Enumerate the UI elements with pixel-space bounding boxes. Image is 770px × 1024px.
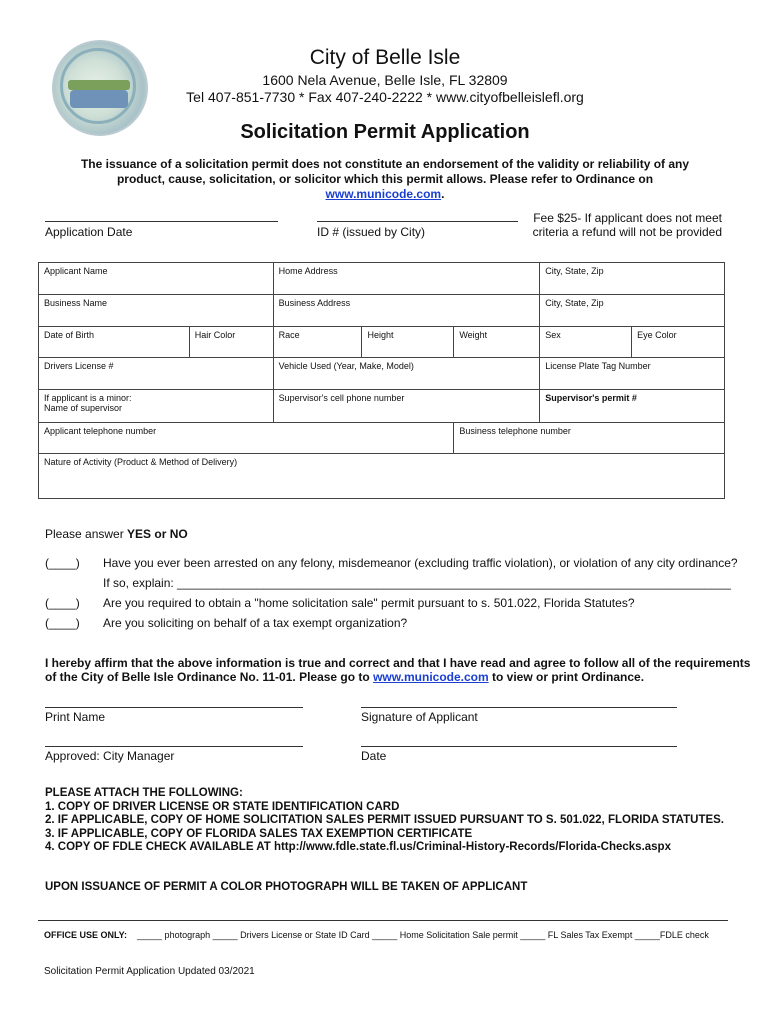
date-label: Date xyxy=(361,749,387,763)
q3-text: Are you soliciting on behalf of a tax exempt organization? xyxy=(103,616,408,630)
supervisor-phone-field[interactable]: Supervisor's cell phone number xyxy=(273,390,540,423)
city-contact: Tel 407-851-7730 * Fax 407-240-2222 * www.cityofbelleislefl.org xyxy=(186,89,584,105)
drivers-license-field[interactable]: Drivers License # xyxy=(39,358,274,390)
q1-answer-blank[interactable]: (____) xyxy=(45,556,80,570)
signature-label: Signature of Applicant xyxy=(361,710,478,724)
sex-field[interactable]: Sex xyxy=(540,327,632,358)
office-use-divider xyxy=(38,920,728,921)
intro-text: The issuance of a solicitation permit does not constitute an endorsement of the validity or reliability of any product, cause, solicitation, or solicitor which this permit allows. Please refer to Ordinance on www.municode.com. xyxy=(80,157,690,201)
affirmation-line1: I hereby affirm that the above information is true and correct and that I have read and agree to follow all of the requirements xyxy=(45,656,751,670)
attachment-item: 1. COPY OF DRIVER LICENSE OR STATE IDENTIFICATION CARD xyxy=(45,800,400,813)
city-address: 1600 Nela Avenue, Belle Isle, FL 32809 xyxy=(262,72,508,88)
race-field[interactable]: Race xyxy=(273,327,362,358)
attachments-list xyxy=(45,787,724,855)
print-name-line[interactable] xyxy=(45,707,303,708)
applicant-name-field[interactable]: Applicant Name xyxy=(39,263,274,295)
applicant-phone-field[interactable]: Applicant telephone number xyxy=(39,423,454,454)
approved-label: Approved: City Manager xyxy=(45,749,175,763)
q1-explain-field[interactable]: If so, explain: ___________________________________________________________________________________ xyxy=(103,576,731,590)
dob-field[interactable]: Date of Birth xyxy=(39,327,190,358)
attachment-item: 3. IF APPLICABLE, COPY OF FLORIDA SALES TAX EXEMPTION CERTIFICATE xyxy=(45,827,473,840)
fee-note-2: criteria a refund will not be provided xyxy=(532,225,722,239)
supervisor-permit-field[interactable]: Supervisor's permit # xyxy=(540,390,725,423)
print-name-label: Print Name xyxy=(45,710,106,724)
photo-notice: UPON ISSUANCE OF PERMIT A COLOR PHOTOGRAPH WILL BE TAKEN OF APPLICANT xyxy=(45,881,528,893)
weight-field[interactable]: Weight xyxy=(454,327,540,358)
footer-text: Solicitation Permit Application Updated 03/2021 xyxy=(44,966,255,977)
id-number-label: ID # (issued by City) xyxy=(317,225,426,239)
q1-text: Have you ever been arrested on any felony, misdemeanor (excluding traffic violation), or violation of any city ordinance? xyxy=(103,556,738,570)
q3-answer-blank[interactable]: (____) xyxy=(45,616,80,630)
attachment-item: 2. IF APPLICABLE, COPY OF HOME SOLICITATION SALES PERMIT ISSUED PURSUANT TO S. 501.022, FLORIDA STATUTES. xyxy=(45,814,725,826)
municode-link-2[interactable]: www.municode.com xyxy=(373,670,489,684)
yes-no-prompt: Please answer YES or NO xyxy=(45,527,188,541)
date-line[interactable] xyxy=(361,746,677,747)
municode-link[interactable]: www.municode.com xyxy=(325,187,442,201)
application-date-label: Application Date xyxy=(45,225,133,239)
signature-line[interactable] xyxy=(361,707,677,708)
nature-of-activity-field[interactable]: Nature of Activity (Product & Method of Delivery) xyxy=(39,454,725,499)
height-field[interactable]: Height xyxy=(362,327,454,358)
eye-color-field[interactable]: Eye Color xyxy=(632,327,725,358)
q2-answer-blank[interactable]: (____) xyxy=(45,596,80,610)
office-use-row: OFFICE USE ONLY: _____ photograph _____ Drivers License or State ID Card _____ Home Solicitation Sale permit _____ FL Sales Tax Exempt _____FDLE check xyxy=(44,930,709,940)
q2-text: Are you required to obtain a "home solicitation sale" permit pursuant to s. 501.022, Florida Statutes? xyxy=(103,596,635,610)
application-date-line[interactable] xyxy=(45,221,278,222)
hair-color-field[interactable]: Hair Color xyxy=(189,327,273,358)
affirmation-line2: of the City of Belle Isle Ordinance No. 11-01. Please go to www.municode.com to view or print Ordinance. xyxy=(45,670,645,684)
attachments-heading: PLEASE ATTACH THE FOLLOWING: xyxy=(45,787,243,799)
business-address-field[interactable]: Business Address xyxy=(273,295,540,327)
id-number-line[interactable] xyxy=(317,221,518,222)
vehicle-field[interactable]: Vehicle Used (Year, Make, Model) xyxy=(273,358,540,390)
supervisor-name-field[interactable]: If applicant is a minor: Name of supervisor xyxy=(39,390,274,423)
business-city-state-zip-field[interactable]: City, State, Zip xyxy=(540,295,725,327)
city-name: City of Belle Isle xyxy=(309,46,461,69)
fee-note-1: Fee $25- If applicant does not meet xyxy=(533,211,722,225)
license-plate-field[interactable]: License Plate Tag Number xyxy=(540,358,725,390)
approved-line[interactable] xyxy=(45,746,303,747)
business-phone-field[interactable]: Business telephone number xyxy=(454,423,725,454)
home-address-field[interactable]: Home Address xyxy=(273,263,540,295)
applicant-info-table xyxy=(38,262,725,499)
home-city-state-zip-field[interactable]: City, State, Zip xyxy=(540,263,725,295)
business-name-field[interactable]: Business Name xyxy=(39,295,274,327)
attachment-item: 4. COPY OF FDLE CHECK AVAILABLE AT http://www.fdle.state.fl.us/Criminal-History-Records/Florida-Checks.aspx xyxy=(45,841,671,853)
page-title: Solicitation Permit Application xyxy=(240,121,530,143)
